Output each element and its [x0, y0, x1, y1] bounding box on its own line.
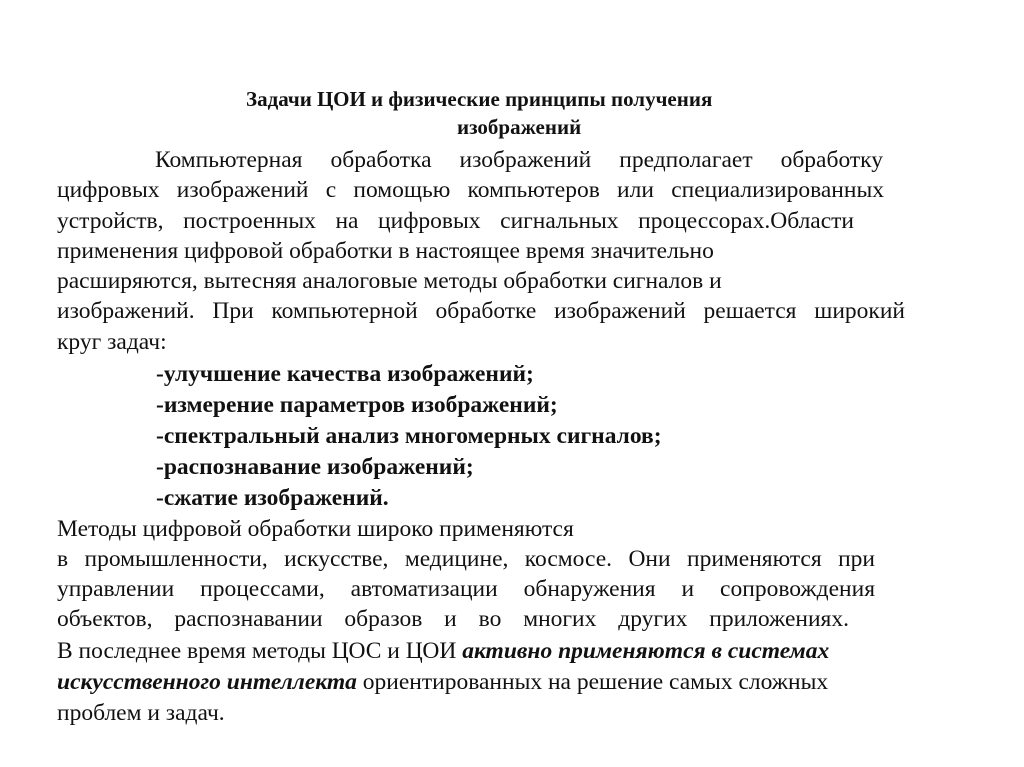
title-line-1: Задачи ЦОИ и физические принципы получения	[246, 87, 713, 111]
intro-line: круг задач:	[57, 329, 167, 355]
closing-plain-text: В последнее время методы ЦОС и ЦОИ	[57, 638, 463, 664]
closing-line-1	[57, 636, 829, 666]
task-item: -улучшение качества изображений;	[156, 361, 534, 387]
task-item: -измерение параметров изображений;	[156, 392, 558, 418]
title-line-2: изображений	[457, 115, 582, 139]
closing-plain-text: ориентированных на решение самых сложных	[356, 669, 829, 695]
intro-line: расширяются, вытесняя аналоговые методы обработки сигналов и	[57, 268, 722, 294]
closing-line-3: проблем и задач.	[57, 700, 225, 726]
methods-line: Методы цифровой обработки широко применяются	[57, 516, 574, 542]
task-item: -распознавание изображений;	[156, 454, 474, 480]
closing-emphasis-text: активно применяются в системах	[462, 638, 830, 664]
intro-line: Компьютерная обработка изображений предполагает обработку	[155, 147, 883, 173]
intro-line: цифровых изображений с помощью компьютеров или специализированных	[57, 177, 884, 203]
closing-emphasis-text: искусственного интеллекта	[57, 669, 357, 695]
task-item: -спектральный анализ многомерных сигналов;	[156, 423, 662, 449]
methods-line: в промышленности, искусстве, медицине, космосе. Они применяются при	[57, 546, 875, 572]
closing-line-2	[57, 667, 828, 697]
methods-line: объектов, распознавании образов и во многих других приложениях.	[57, 606, 849, 632]
intro-line: изображений. При компьютерной обработке изображений решается широкий	[57, 298, 905, 324]
intro-line: применения цифровой обработки в настоящее время значительно	[57, 238, 714, 264]
intro-line: устройств, построенных на цифровых сигнальных процессорах.Области	[57, 208, 854, 234]
methods-line: управлении процессами, автоматизации обнаружения и сопровождения	[57, 576, 875, 602]
task-item: -сжатие изображений.	[156, 485, 389, 511]
